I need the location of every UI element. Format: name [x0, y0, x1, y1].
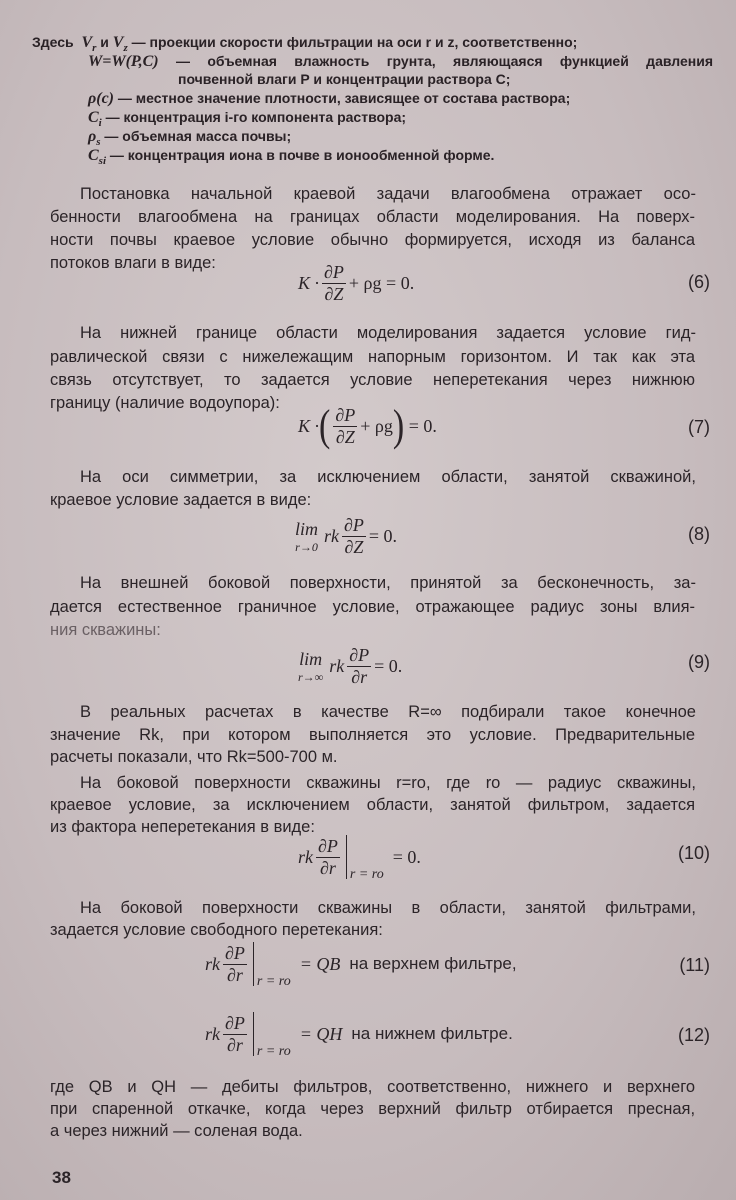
evaluation-bar	[253, 1012, 254, 1056]
equation-7: K · ( $\frac{\partial P}{\partial Z}$ + ρg ) = 0.	[298, 401, 437, 450]
equation-number: (6)	[688, 272, 710, 292]
text-line: задается условие свободного перетекания:	[50, 920, 383, 939]
definition-ion	[88, 147, 494, 170]
text-line: бенности влагообмена на границах области моделирования. На поверх-	[50, 207, 696, 226]
text-line: дается естественное граничное условие, отражающее радиус зоны влия-	[50, 597, 696, 616]
text-line: На боковой поверхности скважины r=ro, где ro — радиус скважины,	[80, 773, 696, 792]
text-line: потоков влаги в виде:	[50, 253, 216, 272]
definition-density	[88, 90, 570, 107]
text-line: В реальных расчетах в качестве R=∞ подбирали такое конечное	[80, 702, 696, 721]
soil-mass-desc: — объемная масса почвы;	[104, 128, 292, 144]
rho-symbol: ρ(c)	[88, 90, 114, 107]
vr-symbol: $V_r$	[81, 34, 97, 55]
concentration-desc: — концентрация i-го компонента раствора;	[105, 109, 407, 125]
vz-symbol: $V_z$	[112, 34, 128, 55]
evaluation-bar	[346, 835, 347, 879]
text-line: ности почвы краевое условие обычно формируется, исходя из баланса	[50, 230, 696, 249]
text-line: значение Rk, при котором выполняется это условие. Предварительные	[50, 725, 696, 744]
equation-6: K · $\frac{\partial P}{\partial Z}$ + ρg = 0.	[298, 262, 415, 304]
intro-word: Здесь	[32, 34, 74, 50]
text-line: На оси симметрии, за исключением области, занятой скважиной,	[80, 467, 696, 486]
equation-number: (11)	[679, 955, 710, 975]
csi-symbol: $C_{si}$	[88, 147, 107, 168]
text-line: ния скважины:	[50, 620, 161, 639]
equation-9: lim r→∞ rk $\frac{\partial P}{\partial r}$ = 0.	[298, 645, 403, 687]
evaluation-bar	[253, 942, 254, 986]
text-line: равлической связи с нижележащим напорным горизонтом. И так как эта	[50, 347, 696, 366]
equation-10: rk $\frac{\partial P}{\partial r}$ r = ro = 0.	[298, 835, 421, 882]
equation-11: rk $\frac{\partial P}{\partial r}$ r = ro = QB на верхнем фильтре,	[205, 942, 517, 989]
text-line: а через нижний — соленая вода.	[50, 1121, 303, 1140]
text-line: границу (наличие водоупора):	[50, 393, 280, 412]
text-line: На боковой поверхности скважины в области, занятой фильтрами,	[80, 898, 696, 917]
velocity-desc: — проекции скорости фильтрации на оси r и z, соответственно;	[131, 34, 578, 50]
text-line: краевое условие задается в виде:	[50, 490, 312, 509]
equation-8: lim r→0 rk $\frac{\partial P}{\partial Z}$ = 0.	[295, 515, 398, 557]
ci-symbol: $C_i$	[88, 109, 102, 130]
text-line: при спаренной откачке, когда через верхний фильтр отбирается пресная,	[50, 1099, 696, 1118]
equation-12: rk $\frac{\partial P}{\partial r}$ r = ro = QH на нижнем фильтре.	[205, 1012, 513, 1059]
text-line: На нижней границе области моделирования задается условие гид-	[80, 323, 696, 342]
text-line: На внешней боковой поверхности, принятой за бесконечность, за-	[80, 573, 696, 592]
text-line: краевое условие, за исключением области, занятой фильтром, задается	[50, 795, 696, 814]
density-desc: — местное значение плотности, зависящее от состава раствора;	[117, 90, 571, 106]
equation-number: (9)	[688, 652, 710, 672]
rhos-symbol: $\rho_s$	[88, 128, 101, 149]
equation-number: (10)	[677, 843, 710, 863]
text-line: связь отсутствует, то задается условие неперетекания через нижнюю	[50, 370, 696, 389]
w-symbol: W=W(P,C)	[88, 53, 159, 70]
equation-number: (12)	[677, 1025, 710, 1045]
and-word: и	[100, 34, 109, 50]
text-line: где QB и QH — дебиты фильтров, соответственно, нижнего и верхнего	[50, 1077, 696, 1096]
text-line: расчеты показали, что Rk=500-700 м.	[50, 747, 338, 766]
equation-number: (8)	[688, 524, 710, 544]
moisture-desc-cont: почвенной влаги P и концентрации раствора C;	[178, 71, 511, 87]
text-line: Постановка начальной краевой задачи влагообмена отражает осо-	[80, 184, 696, 203]
page-number: 38	[52, 1168, 71, 1187]
definition-moisture	[88, 53, 713, 70]
ion-desc: — концентрация иона в почве в ионообменной форме.	[109, 147, 495, 163]
moisture-desc: — объемная влажность грунта, являющаяся функцией давления	[175, 53, 713, 69]
equation-number: (7)	[688, 417, 710, 437]
text-line: из фактора неперетекания в виде:	[50, 817, 315, 836]
